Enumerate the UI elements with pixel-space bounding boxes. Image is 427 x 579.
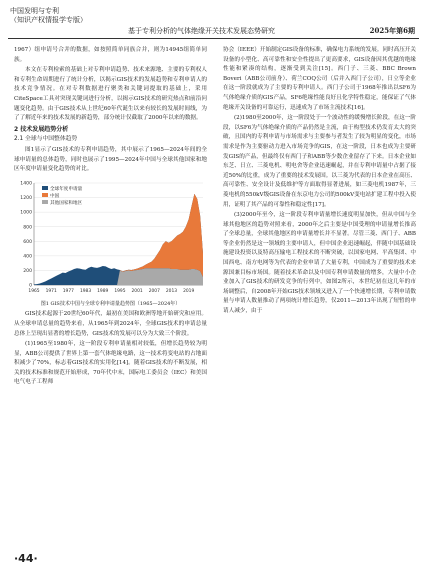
legend-label: 其他国家和地区 — [50, 200, 83, 206]
x-tick-label: 2019 — [183, 288, 195, 294]
legend-label: 全球年度申请量 — [50, 186, 83, 192]
x-tick-label: 1971 — [45, 288, 57, 294]
journal-title: 中国发明与专利 — [10, 7, 59, 15]
section-heading: 2 技术发展趋势分析 — [14, 125, 69, 133]
issue-label: 2025年第6期 — [369, 26, 415, 35]
journal-name — [10, 7, 87, 25]
area-chart — [14, 177, 207, 299]
x-tick-label: 2007 — [148, 288, 160, 294]
y-tick-label: 1400 — [20, 181, 32, 187]
legend-swatch — [42, 186, 48, 190]
y-tick-label: 800 — [23, 225, 32, 231]
y-tick-label: 1200 — [20, 195, 32, 201]
paragraph: 协会（IEEE）开始制定GIS设备的标准，确保电力系统的发展。同时高压开关设备的小型化、高可靠性和安全性提出了更高要求，GIS设备因其优越的绝缘性能和紧凑的结构，逐渐受到关注[15]。西门子、三菱、BBC Brown Boveri（ABB公司前身）、荷兰COQ公司（后并入西门子公司），日立等企业在这一阶段就成为了主要的专利申请人。西门子公司于1968年推出以SF6为气体绝缘介质的GIS产品，SF6绝缘性能良好且化学特性稳定，能保证了气体绝缘开关设备的可靠运行，迅速成为了市场主流技术[16]。 — [223, 47, 416, 111]
paragraph: GIS技术起源于20世纪60年代，最初在美国和欧洲等地开始研究和应用。从全球申请总量的趋势来看，从1965年到2024年，全球GIS技术的申请总量总体上呈现出显著的增长趋势，GIS技术的发展可以分为大致三个阶段。 — [14, 311, 207, 337]
paragraph: 本文在专利检索的基础上对专利申请趋势、技术来源地、主要的专利权人和专利生命周期进行了统计分析，以揭示GIS技术的发展趋势和专利申请人的技术竞争情况。在对专利数据进行聚类和关键词提取的基础上，采用CiteSpace工具对突现关键词进行分析，以揭示GIS技术的研究热点和前沿问题变化趋势。由于GIS技术从上世纪60年代诞生以来有较长的发展时间线，为了了解近年来的技术发展的新趋势，部分统计仅截取了2000年以来的数据。 — [14, 67, 207, 122]
paragraph: (1)1965至1980年，这一阶段专利申请量相对较低，但增长趋势较为明显，ABB公司提供了世界上第一套气体绝缘电路，这一技术将变电站的占地面积减少了70%，标志着GIS技术的实用化[14]。随着GIS技术的不断发展，相关的技术标准和规范开始形成，70年代中末，国际电工委员会（IEC）和美国电气电子工程师 — [14, 341, 207, 386]
y-tick-label: 0 — [29, 283, 32, 289]
left-column — [14, 46, 207, 389]
legend-swatch — [42, 200, 48, 204]
paragraph: 图1显示了GIS技术的专利申请趋势，其中展示了1965—2024年间的全球申请量的总体趋势，同时也展示了1995—2024年中国与全球其他国家和地区年度申请量变化趋势的对比。 — [14, 146, 207, 173]
x-tick-label: 2013 — [165, 288, 178, 294]
header-divider — [8, 38, 419, 39]
x-tick-label: 2001 — [131, 288, 143, 294]
page-number: ·44· — [14, 552, 38, 565]
figure-caption: 图1 GIS技术中国与全球专利申请量趋势图（1965—2024年） — [40, 300, 181, 307]
legend-label: 中国 — [50, 193, 60, 199]
article-running-title: 基于专利分析的气体绝缘开关技术发展态势研究 — [128, 27, 275, 35]
page-header — [8, 4, 419, 40]
right-column — [223, 46, 416, 318]
y-tick-label: 600 — [23, 239, 32, 245]
x-tick-label: 1983 — [79, 288, 92, 294]
x-tick-label: 1989 — [97, 288, 109, 294]
subsection-heading: 2.1 全球与中国整体趋势 — [14, 136, 78, 143]
y-tick-label: 1000 — [20, 210, 32, 216]
x-tick-label: 1977 — [62, 288, 74, 294]
x-tick-label: 1965 — [28, 288, 40, 294]
legend-swatch — [42, 193, 48, 197]
paragraph: (3)2000年至今，这一阶段专利申请量增长速度明显加快，但从中国与全球其他地区的趋势对照来看，2000年之后主要是中国受理的申请量增长推高了全球总量，全球其他地区的申请量增长并不显著。尽管三菱、西门子、ABB等企业仍然是这一领域的主要申请人，但中国企业迅速崛起，伴随中国基础设施建设投资以及特高压输电工程技术的不断突破，以国家电网、平高集团、中国西电、南方电网等为代表的企业申请了大量专利，中国成为了重要的技术来源国兼目标市场国。随着技术革命以及中国专利申请数量的增多，大量中小企业加入了GIS技术的研发竞争的行列中，如图2所示，本世纪初在这几年的市场调整后，自2008年开始GIS技术领域又进入了一个快速增长期，专利申请数量与申请人数量推动了两项统计增长趋势，仅2011—2013年出现了短暂的申请人减少，由于 — [223, 212, 416, 315]
journal-subtitle: （知识产权情报学专版） — [10, 16, 87, 24]
y-tick-label: 200 — [23, 268, 32, 274]
figure-1-chart — [14, 177, 207, 299]
x-tick-label: 1995 — [114, 288, 126, 294]
y-tick-label: 400 — [23, 254, 32, 260]
paragraph: (2)1980至2000年，这一阶段处于一个波动性的缓慢增长阶段，在这一阶段，以SF6为气体绝缘介质的产品仍然是主流，由于构型技术仍发育太大的突破，且国内的专利申请与市场需求与主要参与者发生了较为明显的变化，市场需求是作为主要驱动力进入市场竞争的GIS，在这一阶段，日本也成为主要研发GIS的产品，但最终仅有西门子和ABB等少数企业留存了下来。日本企业如东芝、日立、三菱电机、明电舍等企业迅速崛起，并在专利申请量中占据了接近50%的比重，成为了重要的技术发展国。以三菱为代表的日本企业在高压、高可靠性、安全设计及低维护等方面取得显著进展，如三菱电机1987年，三菱电机的550kV级GIS设备在东京电力公司的500kV变电站扩建工程中投入使用，证明了其产品的可靠性和稳定性[17]。 — [223, 115, 416, 208]
paragraph: 1967）组申请号合并的数据，如按照简单同族合并，则为14945组简单同族。 — [14, 47, 207, 63]
